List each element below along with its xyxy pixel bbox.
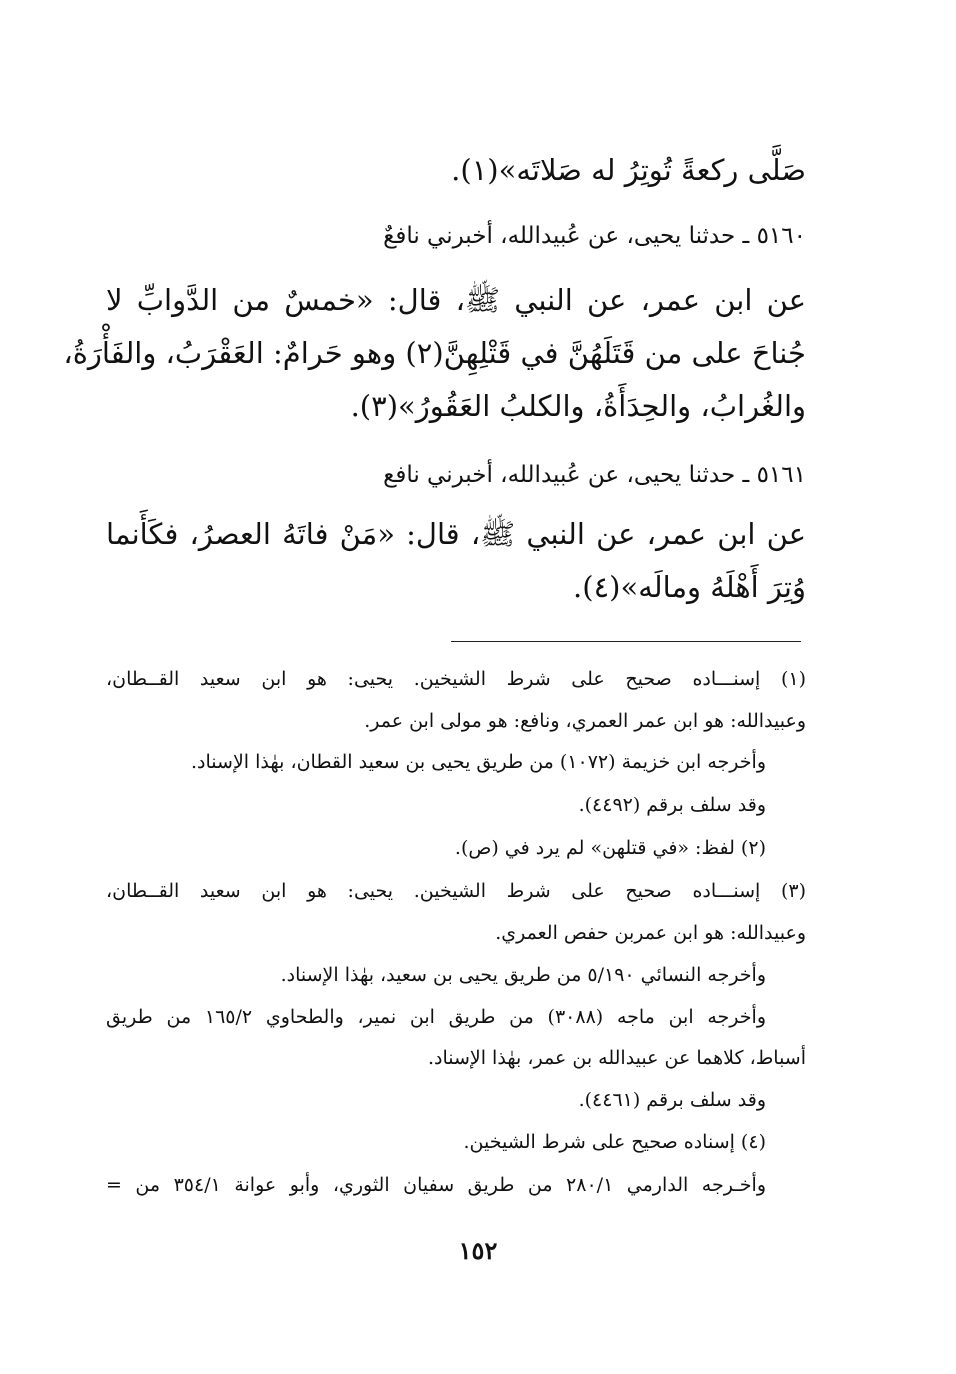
main-text-line: صَلَّى ركعةً تُوتِرُ له صَلاتَه»(١). xyxy=(451,153,806,187)
footnote-divider xyxy=(451,641,801,642)
hadith-chain-5160: ٥١٦٠ ـ حدثنا يحيى، عن عُبيدالله، أخبرني نافعٌ xyxy=(383,223,806,249)
hadith-chain-5161: ٥١٦١ ـ حدثنا يحيى، عن عُبيدالله، أخبرني نافع xyxy=(383,462,806,488)
main-text-line: عن ابن عمر، عن النبي ﷺ، قال: «مَنْ فاتَهُ العصرُ، فكَأَنما xyxy=(106,517,806,551)
main-text-line: وُتِرَ أَهْلَهُ ومالَه»(٤). xyxy=(573,570,806,604)
main-text-line: عن ابن عمر، عن النبي ﷺ، قال: «خمسٌ من الدَّوابِّ لا xyxy=(106,283,806,317)
footnote-line: وعبيدالله: هو ابن عمر العمري، ونافع: هو مولى ابن عمر. xyxy=(364,710,806,732)
footnote-line: وأخـرجه الدارمي ٢٨٠/١ من طريق سفيان الثوري، وأبو عوانة ٣٥٤/١ من = xyxy=(106,1174,766,1196)
page-number: ١٥٢ xyxy=(458,1236,498,1265)
footnote-line: وقد سلف برقم (٤٤٩٢). xyxy=(578,794,766,816)
footnote-line: وقد سلف برقم (٤٤٦١). xyxy=(578,1089,766,1111)
footnote-line: (٢) لفظ: «في قتلهن» لم يرد في (ص). xyxy=(454,837,766,859)
footnote-line: (٣) إسنـــاده صحيح على شرط الشيخين. يحيى: هو ابن سعيد القــطان، xyxy=(106,880,806,902)
footnote-line: (١) إسنـــاده صحيح على شرط الشيخين. يحيى: هو ابن سعيد القــطان، xyxy=(106,668,806,690)
main-text-line: جُناحَ على من قَتَلَهُنَّ في قَتْلِهِنَّ(٢) وهو حَرامٌ: العَقْرَبُ، والفَأْرَةُ، xyxy=(63,336,806,370)
footnote-line: أسباط، كلاهما عن عبيدالله بن عمر، بهٰذا الإسناد. xyxy=(427,1047,806,1069)
footnote-line: وعبيدالله: هو ابن عمربن حفص العمري. xyxy=(495,922,806,944)
footnote-line: وأخرجه النسائي ٥/١٩٠ من طريق يحيى بن سعيد، بهٰذا الإسناد. xyxy=(280,964,766,986)
main-text-line: والغُرابُ، والحِدَأَةُ، والكلبُ العَقُورُ»(٣). xyxy=(350,389,806,423)
footnote-line: (٤) إسناده صحيح على شرط الشيخين. xyxy=(463,1131,766,1153)
footnote-line: وأخرجه ابن ماجه (٣٠٨٨) من طريق ابن نمير، والطحاوي ١٦٥/٢ من طريق xyxy=(106,1006,766,1028)
footnote-line: وأخرجه ابن خزيمة (١٠٧٢) من طريق يحيى بن سعيد القطان، بهٰذا الإسناد. xyxy=(191,751,766,773)
